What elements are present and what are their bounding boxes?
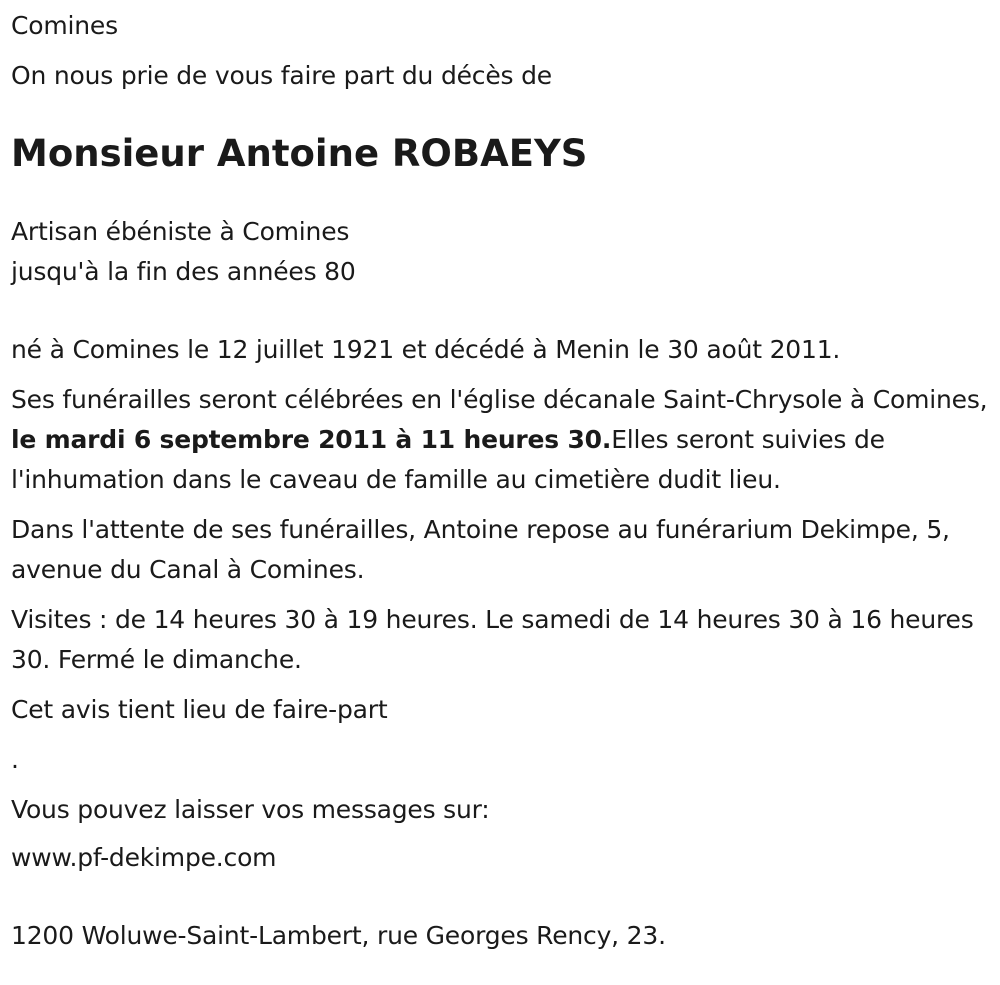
visits-paragraph: Visites : de 14 heures 30 à 19 heures. Le samedi de 14 heures 30 à 16 heures 30. Fermé le dimanche. <box>11 605 974 674</box>
funeral-date-emphasis: le mardi 6 septembre 2011 à 11 heures 30. <box>11 425 612 454</box>
address-text: 1200 Woluwe-Saint-Lambert, rue Georges Rency, 23. <box>11 921 666 950</box>
location: Comines <box>11 11 118 40</box>
profession-line-2: jusqu'à la fin des années 80 <box>11 257 356 286</box>
funeral-text-part-1: Ses funérailles seront célébrées en l'église décanale Saint-Chrysole à Comines, <box>11 385 988 414</box>
profession-line-1: Artisan ébéniste à Comines <box>11 217 350 246</box>
deceased-name: Monsieur Antoine ROBAEYS <box>11 132 588 175</box>
profession-block <box>11 212 990 292</box>
closing-text: Cet avis tient lieu de faire-part <box>11 695 388 724</box>
funeral-paragraph <box>11 380 990 500</box>
birth-death-text: né à Comines le 12 juillet 1921 et décédé à Menin le 30 août 2011. <box>11 335 841 364</box>
rest-paragraph: Dans l'attente de ses funérailles, Antoine repose au funérarium Dekimpe, 5, avenue du Canal à Comines. <box>11 515 950 584</box>
intro-text: On nous prie de vous faire part du décès de <box>11 61 552 90</box>
separator-dot: . <box>11 745 19 774</box>
website-link[interactable]: www.pf-dekimpe.com <box>11 843 277 872</box>
messages-label: Vous pouvez laisser vos messages sur: <box>11 795 490 824</box>
funeral-text-part-2: Elles seront suivies de l'inhumation dans le caveau de famille au cimetière dudit lieu. <box>11 425 885 494</box>
